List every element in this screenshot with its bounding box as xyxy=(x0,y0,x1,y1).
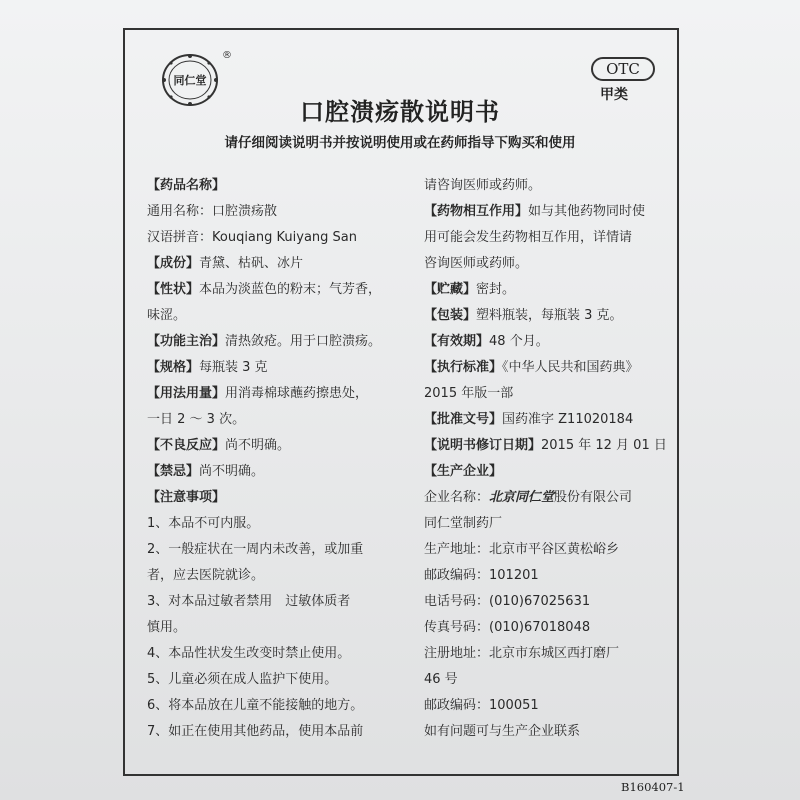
text-line xyxy=(147,641,412,667)
section-heading: 【药品名称】 xyxy=(147,178,226,193)
otc-badge: OTC xyxy=(591,57,655,81)
section-heading: 【生产企业】 xyxy=(424,464,503,479)
text-line xyxy=(424,589,684,615)
text-line xyxy=(147,199,412,225)
line-text: 1、本品不可内服。 xyxy=(147,516,260,531)
line-text: 48 个月。 xyxy=(489,334,549,349)
line-text: 《中华人民共和国药典》 xyxy=(502,360,639,375)
text-line xyxy=(424,381,684,407)
text-line xyxy=(147,719,412,745)
text-line xyxy=(424,511,684,537)
text-line xyxy=(147,485,412,511)
text-line xyxy=(147,381,412,407)
leaflet-subtitle: 请仔细阅读说明书并按说明使用或在药师指导下购买和使用 xyxy=(224,135,576,151)
line-text: 通用名称：口腔溃疡散 xyxy=(147,204,278,219)
line-text: 3、对本品过敏者禁用 过敏体质者 xyxy=(147,594,351,609)
text-line xyxy=(147,667,412,693)
text-line xyxy=(147,615,412,641)
section-heading: 【批准文号】 xyxy=(424,412,503,427)
line-text: 邮政编码：100051 xyxy=(424,698,539,713)
line-text: 尚不明确。 xyxy=(199,464,265,479)
text-line xyxy=(147,225,412,251)
line-text: 5、儿童必须在成人监护下使用。 xyxy=(147,672,338,687)
line-text: 慎用。 xyxy=(147,620,187,635)
line-text: 同仁堂制药厂 xyxy=(424,516,503,531)
text-line xyxy=(147,511,412,537)
line-text: 国药准字 Z11020184 xyxy=(502,412,634,427)
section-heading: 【功能主治】 xyxy=(147,334,226,349)
leaflet-title: 口腔溃疡散说明书 xyxy=(300,98,500,126)
text-line xyxy=(147,459,412,485)
text-line xyxy=(147,329,412,355)
text-line xyxy=(147,693,412,719)
text-line xyxy=(424,355,684,381)
text-line xyxy=(424,485,684,511)
text-line xyxy=(424,225,684,251)
text-line xyxy=(424,641,684,667)
text-line xyxy=(424,407,684,433)
line-text: 青黛、枯矾、冰片 xyxy=(199,256,304,271)
registered-mark: ® xyxy=(222,50,232,61)
section-heading: 【说明书修订日期】 xyxy=(424,438,542,453)
text-line xyxy=(424,173,684,199)
line-text: 味涩。 xyxy=(147,308,187,323)
section-heading: 【规格】 xyxy=(147,360,200,375)
line-text: 传真号码：(010)67018048 xyxy=(424,620,591,635)
text-line xyxy=(147,537,412,563)
line-text: 请咨询医师或药师。 xyxy=(424,178,542,193)
line-text: 如与其他药物同时使 xyxy=(528,204,646,219)
line-text: 清热敛疮。用于口腔溃疡。 xyxy=(225,334,382,349)
text-line xyxy=(147,355,412,381)
text-line xyxy=(147,173,412,199)
line-text: 尚不明确。 xyxy=(225,438,291,453)
line-text: 用消毒棉球蘸药擦患处， xyxy=(225,386,369,401)
line-text: 一日 2 ～ 3 次。 xyxy=(147,412,246,427)
text-line xyxy=(147,251,412,277)
line-text: 密封。 xyxy=(476,282,516,297)
section-heading: 【禁忌】 xyxy=(147,464,200,479)
left-column xyxy=(147,173,412,745)
line-text: 邮政编码：101201 xyxy=(424,568,539,583)
otc-class-label: 甲类 xyxy=(600,87,628,103)
text-line xyxy=(147,303,412,329)
text-line xyxy=(147,407,412,433)
text-line xyxy=(147,433,412,459)
line-text: 企业名称： xyxy=(424,490,490,505)
line-text: 如有问题可与生产企业联系 xyxy=(424,724,581,739)
section-heading: 【执行标准】 xyxy=(424,360,503,375)
text-line xyxy=(147,589,412,615)
section-heading: 【性状】 xyxy=(147,282,200,297)
section-heading: 【注意事项】 xyxy=(147,490,226,505)
line-text: 注册地址：北京市东城区西打磨厂 xyxy=(424,646,620,661)
text-line xyxy=(424,459,684,485)
line-text: 本品为淡蓝色的粉末；气芳香， xyxy=(199,282,382,297)
line-text: 电话号码：(010)67025631 xyxy=(424,594,591,609)
text-line xyxy=(424,303,684,329)
line-text: 用可能会发生药物相互作用，详情请 xyxy=(424,230,633,245)
text-line xyxy=(424,615,684,641)
text-line xyxy=(424,719,684,745)
text-line xyxy=(424,433,684,459)
text-line xyxy=(424,251,684,277)
section-heading: 【用法用量】 xyxy=(147,386,226,401)
section-heading: 【不良反应】 xyxy=(147,438,226,453)
text-line xyxy=(424,329,684,355)
section-heading: 【贮藏】 xyxy=(424,282,477,297)
line-text: 生产地址：北京市平谷区黄松峪乡 xyxy=(424,542,620,557)
print-code: B160407-1 xyxy=(621,780,685,794)
text-line xyxy=(424,667,684,693)
section-heading: 【药物相互作用】 xyxy=(424,204,529,219)
text-line xyxy=(424,537,684,563)
line-text: 者，应去医院就诊。 xyxy=(147,568,265,583)
line-text: 每瓶装 3 克 xyxy=(199,360,268,375)
line-text-after: 股份有限公司 xyxy=(554,490,633,505)
text-line xyxy=(424,199,684,225)
text-line xyxy=(424,277,684,303)
text-line xyxy=(424,563,684,589)
line-text: 6、将本品放在儿童不能接触的地方。 xyxy=(147,698,364,713)
line-text: 2、一般症状在一周内未改善，或加重 xyxy=(147,542,364,557)
line-text: 塑料瓶装，每瓶装 3 克。 xyxy=(476,308,623,323)
line-text: 汉语拼音：Kouqiang Kuiyang San xyxy=(147,230,357,245)
line-text: 咨询医师或药师。 xyxy=(424,256,529,271)
text-line xyxy=(147,277,412,303)
logo-text: 同仁堂 xyxy=(173,74,207,87)
text-line xyxy=(424,693,684,719)
section-heading: 【有效期】 xyxy=(424,334,490,349)
section-heading: 【成份】 xyxy=(147,256,200,271)
line-text: 2015 年版一部 xyxy=(424,386,514,401)
line-text: 2015 年 12 月 01 日 xyxy=(541,438,667,453)
line-text: 7、如正在使用其他药品，使用本品前 xyxy=(147,724,364,739)
text-line xyxy=(147,563,412,589)
right-column xyxy=(424,173,684,745)
section-heading: 【包装】 xyxy=(424,308,477,323)
line-text: 46 号 xyxy=(424,672,458,687)
brand-name: 北京同仁堂 xyxy=(489,490,555,505)
line-text: 4、本品性状发生改变时禁止使用。 xyxy=(147,646,351,661)
